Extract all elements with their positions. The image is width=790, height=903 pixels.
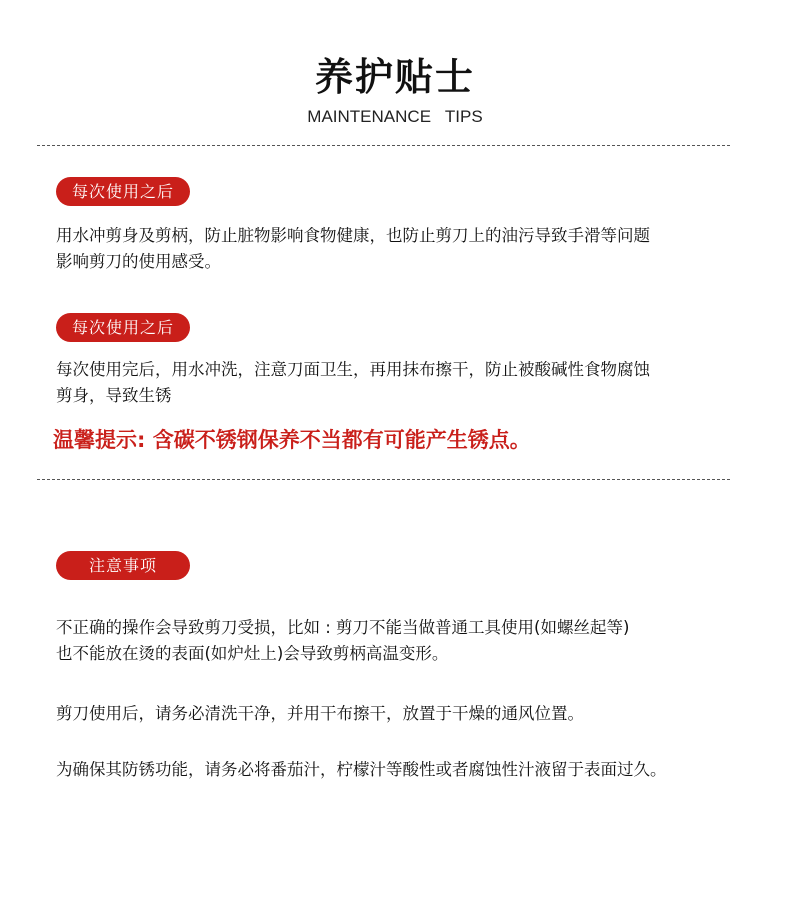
paragraph-line: 影响剪刀的使用感受。 [56, 252, 221, 271]
section-paragraph-after-use-1 [56, 223, 746, 275]
middle-divider [37, 479, 730, 480]
note-line: 为确保其防锈功能，请务必将番茄汁，柠檬汁等酸性或者腐蚀性汁液留于表面过久。 [56, 760, 667, 779]
paragraph-line: 用水冲剪身及剪柄，防止脏物影响食物健康，也防止剪刀上的油污导致手滑等问题 [56, 226, 650, 245]
note-item-3 [56, 757, 746, 783]
section-badge-after-use-1: 每次使用之后 [56, 177, 190, 206]
page-subtitle: MAINTENANCE TIPS [307, 107, 483, 126]
top-divider [37, 145, 730, 146]
warm-tip-warning: 温馨提示: 含碳不锈钢保养不当都有可能产生锈点。 [53, 428, 531, 452]
note-line: 不正确的操作会导致剪刀受损，比如 : 剪刀不能当做普通工具使用(如螺丝起等) [56, 618, 630, 637]
note-item-2 [56, 701, 746, 727]
paragraph-line: 每次使用完后，用水冲洗，注意刀面卫生，再用抹布擦干，防止被酸碱性食物腐蚀 [56, 360, 650, 379]
section-paragraph-after-use-2 [56, 357, 746, 409]
paragraph-line: 剪身，导致生锈 [56, 386, 172, 405]
note-item-1 [56, 615, 746, 667]
page-title: 养护贴士 [314, 55, 475, 99]
section-badge-after-use-2: 每次使用之后 [56, 313, 190, 342]
notes-badge: 注意事项 [56, 551, 190, 580]
note-line: 剪刀使用后，请务必清洗干净，并用干布擦干，放置于干燥的通风位置。 [56, 704, 584, 723]
note-line: 也不能放在烫的表面(如炉灶上)会导致剪柄高温变形。 [56, 644, 449, 663]
